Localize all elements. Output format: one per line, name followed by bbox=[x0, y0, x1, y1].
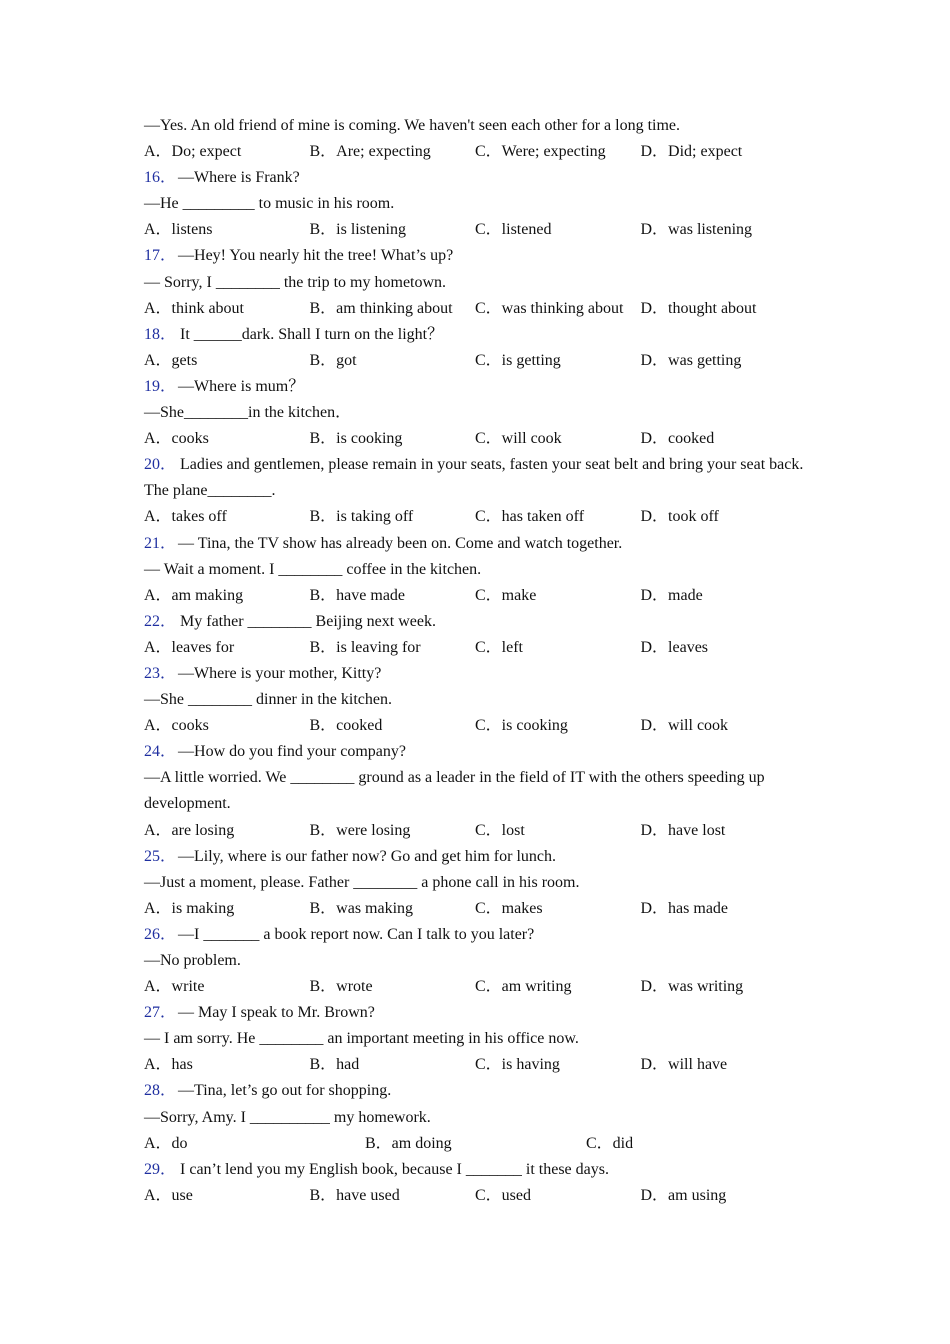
intro-answer-line: —Yes. An old friend of mine is coming. We haven't seen each other for a long time. bbox=[144, 117, 680, 134]
option-c: C．listened bbox=[475, 221, 552, 239]
question-number: 22． bbox=[144, 612, 177, 630]
option-a: A．cooks bbox=[144, 430, 209, 448]
question-17 bbox=[144, 243, 804, 321]
question-16 bbox=[144, 165, 804, 243]
question-21 bbox=[144, 531, 804, 609]
answer-options bbox=[144, 713, 804, 739]
option-a: A．use bbox=[144, 1186, 193, 1204]
question-text: It ______dark. Shall I turn on the light？ bbox=[180, 325, 444, 343]
question-number: 18． bbox=[144, 325, 177, 343]
question-text: —She________in the kitchen． bbox=[144, 404, 352, 422]
option-c: C．am writing bbox=[475, 978, 572, 996]
question-23 bbox=[144, 661, 804, 739]
option-b: B．is cooking bbox=[309, 430, 403, 448]
option-d: D．was getting bbox=[640, 351, 742, 369]
option-b: B．wrote bbox=[309, 978, 373, 996]
answer-options bbox=[144, 217, 804, 243]
question-text: —I _______ a book report now. Can I talk to you later? bbox=[178, 925, 535, 943]
option-b: B．am thinking about bbox=[309, 299, 453, 317]
question-text: —She ________ dinner in the kitchen. bbox=[144, 691, 392, 709]
question-stem bbox=[144, 739, 804, 765]
question-number: 21． bbox=[144, 534, 177, 552]
option-b: B．is taking off bbox=[309, 508, 414, 526]
option-b: B．have used bbox=[309, 1186, 400, 1204]
question-reply bbox=[144, 191, 804, 217]
option-a: A．is making bbox=[144, 899, 235, 917]
question-stem bbox=[144, 1000, 804, 1026]
answer-options bbox=[144, 504, 804, 530]
question-stem bbox=[144, 1078, 804, 1104]
question-20 bbox=[144, 452, 804, 530]
question-text: —Hey! You nearly hit the tree! What’s up? bbox=[178, 247, 454, 265]
answer-options bbox=[144, 1131, 804, 1157]
option-a: A．do bbox=[144, 1134, 188, 1152]
option-b: B．Are; expecting bbox=[309, 143, 431, 161]
question-number: 20． bbox=[144, 456, 177, 474]
question-stem bbox=[144, 243, 804, 269]
question-number: 26． bbox=[144, 925, 177, 943]
answer-options bbox=[144, 426, 804, 452]
option-a: A．write bbox=[144, 978, 205, 996]
option-d: D．leaves bbox=[640, 638, 709, 656]
option-b: B．were losing bbox=[309, 821, 411, 839]
question-text: — I am sorry. He ________ an important meeting in his office now. bbox=[144, 1030, 579, 1048]
option-a: A．am making bbox=[144, 586, 244, 604]
option-b: B．was making bbox=[309, 899, 414, 917]
answer-options bbox=[144, 583, 804, 609]
option-b: B．got bbox=[309, 351, 357, 369]
question-number: 16． bbox=[144, 169, 177, 187]
question-26 bbox=[144, 922, 804, 1000]
question-stem bbox=[144, 531, 804, 557]
question-text: —Just a moment, please. Father ________ a phone call in his room. bbox=[144, 873, 580, 891]
intro-options bbox=[144, 139, 804, 165]
question-stem bbox=[144, 165, 804, 191]
option-c: C．is getting bbox=[475, 351, 561, 369]
question-number: 25． bbox=[144, 847, 177, 865]
question-stem bbox=[144, 661, 804, 687]
question-number: 28． bbox=[144, 1082, 177, 1100]
option-c: C．is having bbox=[475, 1056, 560, 1074]
answer-options bbox=[144, 348, 804, 374]
question-text: —No problem. bbox=[144, 952, 241, 969]
answer-options bbox=[144, 635, 804, 661]
answer-options bbox=[144, 974, 804, 1000]
question-reply bbox=[144, 1105, 804, 1131]
question-reply bbox=[144, 687, 804, 713]
option-c: C．is cooking bbox=[475, 717, 568, 735]
question-list bbox=[144, 165, 804, 1209]
answer-options bbox=[144, 896, 804, 922]
question-text: —How do you find your company? bbox=[178, 743, 406, 761]
question-stem bbox=[144, 1157, 804, 1183]
option-c: C．lost bbox=[475, 821, 525, 839]
answer-options bbox=[144, 818, 804, 844]
question-text: —Tina, let’s go out for shopping. bbox=[178, 1082, 392, 1100]
question-25 bbox=[144, 844, 804, 922]
exercise-page bbox=[144, 113, 804, 1209]
option-c: C．make bbox=[475, 586, 537, 604]
answer-options bbox=[144, 1052, 804, 1078]
question-text: —A little worried. We ________ ground as a leader in the field of IT with the others speeding up development. bbox=[144, 769, 765, 813]
question-reply bbox=[144, 557, 804, 583]
option-c: C．Were; expecting bbox=[475, 143, 606, 161]
question-reply bbox=[144, 948, 804, 974]
option-b: B．am doing bbox=[365, 1134, 452, 1152]
question-text: I can’t lend you my English book, because I _______ it these days. bbox=[180, 1160, 609, 1178]
option-d: D．will have bbox=[640, 1056, 728, 1074]
answer-options bbox=[144, 296, 804, 322]
question-stem bbox=[144, 322, 804, 348]
question-text: —Where is mum？ bbox=[178, 377, 305, 395]
option-c: C．did bbox=[586, 1134, 634, 1152]
question-text: —He _________ to music in his room. bbox=[144, 195, 395, 213]
option-a: A．are losing bbox=[144, 821, 235, 839]
option-c: C．left bbox=[475, 638, 523, 656]
question-number: 19． bbox=[144, 377, 177, 395]
option-b: B．is listening bbox=[309, 221, 406, 239]
option-d: D．cooked bbox=[640, 430, 715, 448]
question-reply bbox=[144, 870, 804, 896]
option-c: C．has taken off bbox=[475, 508, 585, 526]
question-stem bbox=[144, 374, 804, 400]
question-text: —Where is Frank? bbox=[178, 169, 300, 187]
question-text: —Lily, where is our father now? Go and get him for lunch. bbox=[178, 847, 556, 865]
option-d: D．Did; expect bbox=[640, 143, 743, 161]
question-number: 24． bbox=[144, 743, 177, 761]
question-29 bbox=[144, 1157, 804, 1209]
question-number: 29． bbox=[144, 1160, 177, 1178]
question-text: —Sorry, Amy. I __________ my homework. bbox=[144, 1108, 431, 1126]
question-text: — Wait a moment. I ________ coffee in the kitchen. bbox=[144, 560, 482, 578]
option-c: C．will cook bbox=[475, 430, 562, 448]
option-d: D．made bbox=[640, 586, 703, 604]
question-24 bbox=[144, 739, 804, 843]
question-stem bbox=[144, 452, 804, 504]
question-text: —Where is your mother, Kitty? bbox=[178, 664, 382, 682]
option-d: D．have lost bbox=[640, 821, 726, 839]
question-stem bbox=[144, 609, 804, 635]
question-reply bbox=[144, 400, 804, 426]
question-reply bbox=[144, 765, 804, 817]
question-19 bbox=[144, 374, 804, 452]
option-b: B．cooked bbox=[309, 717, 383, 735]
option-d: D．took off bbox=[640, 508, 719, 526]
option-d: D．thought about bbox=[640, 299, 757, 317]
question-text: — Tina, the TV show has already been on. Come and watch together. bbox=[178, 534, 623, 552]
question-text: Ladies and gentlemen, please remain in your seats, fasten your seat belt and bring your seat back. The plane________. bbox=[144, 456, 804, 500]
option-a: A．cooks bbox=[144, 717, 209, 735]
option-a: A．think about bbox=[144, 299, 244, 317]
option-d: D．will cook bbox=[640, 717, 729, 735]
option-c: C．was thinking about bbox=[475, 299, 624, 317]
question-22 bbox=[144, 609, 804, 661]
option-b: B．have made bbox=[309, 586, 406, 604]
question-number: 27． bbox=[144, 1004, 177, 1022]
question-reply bbox=[144, 270, 804, 296]
option-a: A．listens bbox=[144, 221, 213, 239]
question-text: — Sorry, I ________ the trip to my hometown. bbox=[144, 273, 447, 291]
option-a: A．has bbox=[144, 1056, 193, 1074]
question-text: My father ________ Beijing next week. bbox=[180, 612, 436, 630]
option-d: D．was listening bbox=[640, 221, 753, 239]
question-text: — May I speak to Mr. Brown? bbox=[178, 1004, 375, 1022]
question-reply bbox=[144, 1026, 804, 1052]
option-c: C．used bbox=[475, 1186, 532, 1204]
question-number: 23． bbox=[144, 664, 177, 682]
option-a: A．leaves for bbox=[144, 638, 235, 656]
option-b: B．is leaving for bbox=[309, 638, 421, 656]
option-b: B．had bbox=[309, 1056, 360, 1074]
option-d: D．was writing bbox=[640, 978, 744, 996]
answer-options bbox=[144, 1183, 804, 1209]
option-a: A．gets bbox=[144, 351, 198, 369]
option-d: D．has made bbox=[640, 899, 729, 917]
question-stem bbox=[144, 922, 804, 948]
option-a: A．Do; expect bbox=[144, 143, 242, 161]
question-18 bbox=[144, 322, 804, 374]
question-stem bbox=[144, 844, 804, 870]
option-c: C．makes bbox=[475, 899, 543, 917]
option-d: D．am using bbox=[640, 1186, 727, 1204]
question-27 bbox=[144, 1000, 804, 1078]
option-a: A．takes off bbox=[144, 508, 227, 526]
question-28 bbox=[144, 1078, 804, 1156]
question-number: 17． bbox=[144, 247, 177, 265]
